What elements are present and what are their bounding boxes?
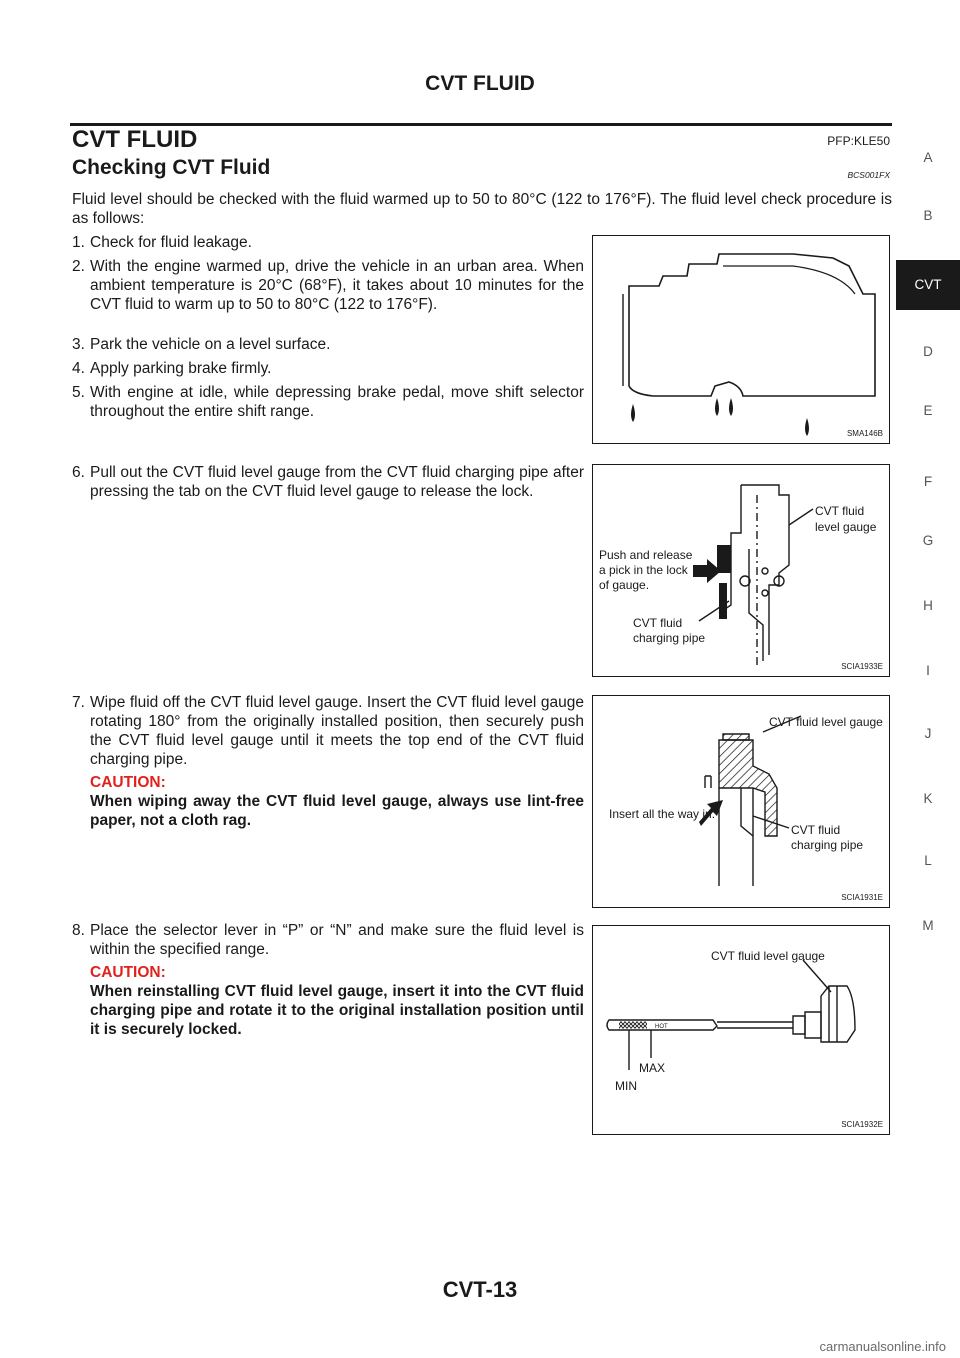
- step-text: Place the selector lever in “P” or “N” and make sure the fluid level is within the specified range.: [90, 922, 584, 958]
- arrow-icon: [693, 559, 721, 583]
- label-push-line3: of gauge.: [599, 578, 650, 592]
- step-7: [72, 693, 584, 830]
- section-title: CVT FLUID: [72, 126, 198, 153]
- caution-label: CAUTION:: [90, 964, 166, 981]
- figure-code: SCIA1932E: [841, 1120, 883, 1129]
- gauge-insertion-drawing: [593, 696, 889, 907]
- side-tab-h[interactable]: H: [923, 598, 933, 613]
- label-max: MAX: [639, 1061, 666, 1075]
- step-5: [72, 383, 584, 421]
- side-tab-l[interactable]: L: [924, 853, 932, 868]
- label-pipe-line1: CVT fluid: [791, 823, 841, 837]
- step-4: [72, 359, 584, 378]
- label-min: MIN: [615, 1079, 637, 1093]
- side-tab-g[interactable]: G: [922, 533, 934, 548]
- side-tab-j[interactable]: J: [924, 726, 932, 741]
- subsection-code: BCS001FX: [847, 170, 890, 180]
- label-gauge-line2: level gauge: [815, 520, 877, 534]
- page-number: CVT-13: [442, 1277, 518, 1302]
- transmission-outline-drawing: [593, 236, 889, 443]
- label-pipe-line1: CVT fluid: [633, 616, 683, 630]
- label-gauge: CVT fluid level gauge: [711, 949, 825, 963]
- side-tab-b[interactable]: B: [923, 208, 933, 223]
- side-tab-cvt-active[interactable]: CVT: [896, 260, 960, 310]
- side-tab-a[interactable]: A: [923, 150, 933, 165]
- intro-paragraph: Fluid level should be checked with the fluid warmed up to 50 to 80°C (122 to 176°F). The fluid level check procedure is as follows:: [72, 191, 892, 227]
- step-number: 8.: [72, 922, 85, 939]
- step-text: With engine at idle, while depressing brake pedal, move shift selector throughout the entire shift range.: [90, 384, 584, 420]
- figure-transmission-leak: [592, 235, 890, 444]
- step-number: 3.: [72, 336, 85, 353]
- step-8: [72, 921, 584, 1039]
- side-tab-i[interactable]: I: [926, 663, 930, 678]
- step-text: With the engine warmed up, drive the vehicle in an urban area. When ambient temperature is 20°C (68°F), it takes about 10 minutes for the CVT fluid to warm up to 50 to 80°C (122 to 176°F).: [90, 258, 584, 313]
- caution-text: When reinstalling CVT fluid level gauge, insert it into the CVT fluid charging pipe and rotate it to the original installation position until it is securely locked.: [90, 983, 584, 1038]
- step-number: 1.: [72, 234, 85, 251]
- figure-code: SMA146B: [846, 429, 883, 438]
- section-code: PFP:KLE50: [827, 134, 890, 148]
- step-number: 5.: [72, 384, 85, 401]
- label-pipe-line2: charging pipe: [633, 631, 706, 645]
- step-text: Pull out the CVT fluid level gauge from the CVT fluid charging pipe after pressing the tab on the CVT fluid level gauge to release the lock.: [90, 464, 584, 500]
- step-text: Apply parking brake firmly.: [90, 360, 272, 377]
- side-tab-d[interactable]: D: [923, 344, 933, 359]
- fluid-drops: [631, 398, 809, 436]
- label-push-line1: Push and release: [599, 548, 693, 562]
- figure-gauge-markings: [592, 925, 890, 1135]
- caution-text: When wiping away the CVT fluid level gauge, always use lint-free paper, not a cloth rag.: [90, 793, 584, 829]
- gauge-removal-drawing: [593, 465, 889, 676]
- step-3: [72, 335, 584, 354]
- gauge-markings-drawing: [593, 926, 889, 1134]
- step-text: Wipe fluid off the CVT fluid level gauge. Insert the CVT fluid level gauge rotating 180° from the originally installed position, then securely push the CVT fluid level gauge until it meets the top end of the CVT fluid charging pipe.: [90, 694, 584, 768]
- step-number: 6.: [72, 464, 85, 481]
- label-hot: HOT: [655, 1024, 668, 1030]
- side-tab-e[interactable]: E: [923, 403, 933, 418]
- figure-gauge-insertion: [592, 695, 890, 908]
- figure-code: SCIA1931E: [841, 893, 883, 902]
- side-tab-k[interactable]: K: [923, 791, 933, 806]
- step-1: [72, 233, 584, 252]
- figure-code: SCIA1933E: [841, 662, 883, 671]
- step-number: 2.: [72, 258, 85, 275]
- caution-label: CAUTION:: [90, 774, 166, 791]
- step-2: [72, 257, 584, 314]
- hot-range-mark: [619, 1022, 647, 1029]
- side-tab-m[interactable]: M: [922, 918, 934, 933]
- footer-site-link[interactable]: carmanualsonline.info: [819, 1339, 946, 1354]
- step-number: 4.: [72, 360, 85, 377]
- step-text: Check for fluid leakage.: [90, 234, 252, 251]
- step-number: 7.: [72, 694, 85, 711]
- step-6: [72, 463, 584, 501]
- step-text: Park the vehicle on a level surface.: [90, 336, 331, 353]
- figure-gauge-removal: [592, 464, 890, 677]
- side-tab-f[interactable]: F: [923, 474, 933, 489]
- label-gauge: CVT fluid level gauge: [769, 715, 883, 729]
- running-header-title: CVT FLUID: [425, 72, 535, 95]
- subsection-title: Checking CVT Fluid: [72, 156, 271, 179]
- label-push-line2: a pick in the lock: [599, 563, 688, 577]
- label-pipe-line2: charging pipe: [791, 838, 864, 852]
- label-insert: Insert all the way in.: [609, 807, 716, 821]
- label-gauge-line1: CVT fluid: [815, 504, 865, 518]
